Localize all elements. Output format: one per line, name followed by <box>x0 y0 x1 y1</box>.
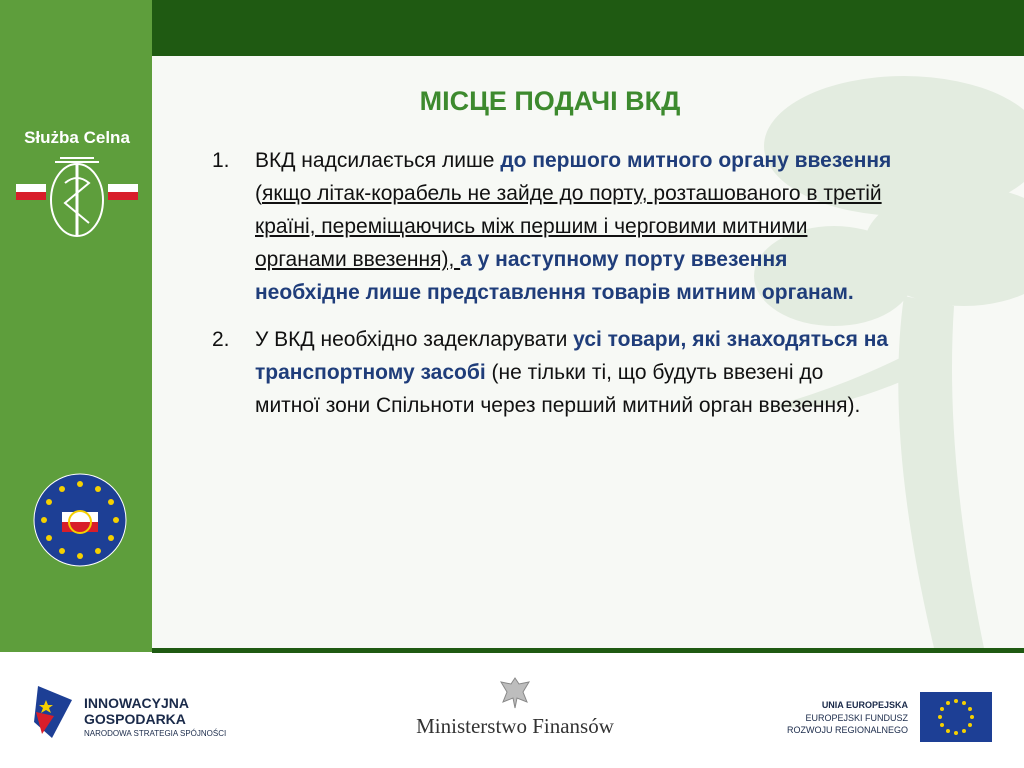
item-text: ВКД надсилається лише <box>255 149 501 172</box>
ministerstwo-finansow-logo <box>395 672 635 752</box>
top-bar <box>152 0 1024 56</box>
logo-text: Służba Celna <box>24 128 130 147</box>
ig-line2: GOSPODARKA <box>84 711 186 727</box>
eu-stars-icon <box>32 472 128 568</box>
eu-flag-icon <box>920 692 992 742</box>
list-number: 1. <box>212 149 230 172</box>
ministry-name: Ministerstwo Finansów <box>416 714 614 738</box>
slide-title: МІСЦЕ ПОДАЧІ ВКД <box>419 86 681 116</box>
eu-fund-logo <box>786 690 1000 750</box>
polish-eagle-icon <box>495 672 535 712</box>
item-text: У ВКД необхідно задекларувати <box>255 328 574 351</box>
innowacyjna-gospodarka-logo <box>32 678 232 748</box>
caduceus-icon <box>10 128 144 248</box>
content-list <box>212 144 892 436</box>
list-item-1 <box>212 144 892 309</box>
list-item-2 <box>212 323 892 422</box>
eu-line1: UNIA EUROPEJSKA <box>821 700 908 710</box>
emphasis-text: усі товари, які знаходяться на транспортному засобі <box>255 328 889 384</box>
emphasis-text: до першого митного органу ввезення <box>500 149 892 172</box>
sluzba-celna-logo <box>10 128 144 248</box>
eu-elo-logo <box>32 472 128 568</box>
ig-line1: INNOWACYJNA <box>84 695 190 711</box>
item-text: ( <box>255 182 262 205</box>
emphasis-text: а у наступному порту ввезення необхідне лише представлення товарів митним органам. <box>255 248 854 304</box>
innovation-flag-icon <box>32 682 78 742</box>
item-text: (не тільки ті, що будуть ввезені до митної зони Спільноти через перший митний орган ввезення). <box>255 361 861 417</box>
eu-line3: ROZWOJU REGIONALNEGO <box>786 725 908 735</box>
eu-line2: EUROPEJSKI FUNDUSZ <box>805 713 908 723</box>
underlined-text: якщо літак-корабель не зайде до порту, розташованого в третій країні, переміщаючись між першим і черговими митними органами ввезення), <box>255 182 882 271</box>
ig-line3: NARODOWA STRATEGIA SPÓJNOŚCI <box>84 729 227 738</box>
list-number: 2. <box>212 328 230 351</box>
sidebar <box>0 0 152 652</box>
